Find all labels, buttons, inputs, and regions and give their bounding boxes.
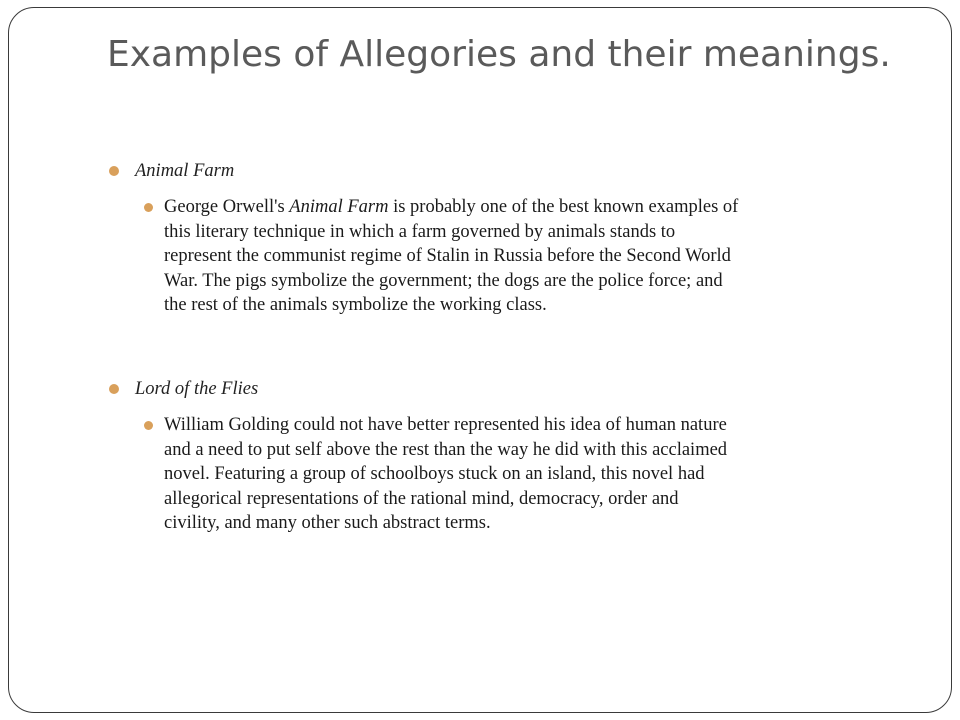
body-line: civility, and many other such abstract terms. [164, 513, 491, 533]
book-title-italic: Animal Farm [289, 197, 389, 217]
body-line [164, 195, 914, 220]
section-body-lord-of-the-flies [164, 413, 914, 536]
body-text: is probably one of the best known examples of [393, 197, 739, 217]
body-text: George Orwell's [164, 197, 290, 217]
body-line: and a need to put self above the rest than the way he did with this acclaimed [164, 439, 728, 460]
bullet-icon [144, 421, 153, 430]
section-body-animal-farm [164, 195, 914, 318]
body-line: novel. Featuring a group of schoolboys stuck on an island, this novel had [164, 464, 705, 484]
body-line: the rest of the animals symbolize the working class. [164, 295, 547, 315]
body-line: this literary technique in which a farm governed by animals stands to [164, 221, 676, 242]
section-heading-lord-of-the-flies: Lord of the Flies [135, 379, 259, 399]
bullet-icon [109, 384, 119, 394]
bullet-icon [144, 203, 153, 212]
body-line: War. The pigs symbolize the government; the dogs are the police force; and [164, 270, 723, 291]
bullet-icon [109, 166, 119, 176]
body-line: allegorical representations of the rational mind, democracy, order and [164, 488, 679, 509]
section-heading-animal-farm: Animal Farm [135, 161, 235, 181]
body-line: represent the communist regime of Stalin in Russia before the Second World [164, 246, 731, 266]
body-line: William Golding could not have better represented his idea of human nature [164, 415, 727, 435]
slide-title: Examples of Allegories and their meanings. [107, 34, 891, 75]
